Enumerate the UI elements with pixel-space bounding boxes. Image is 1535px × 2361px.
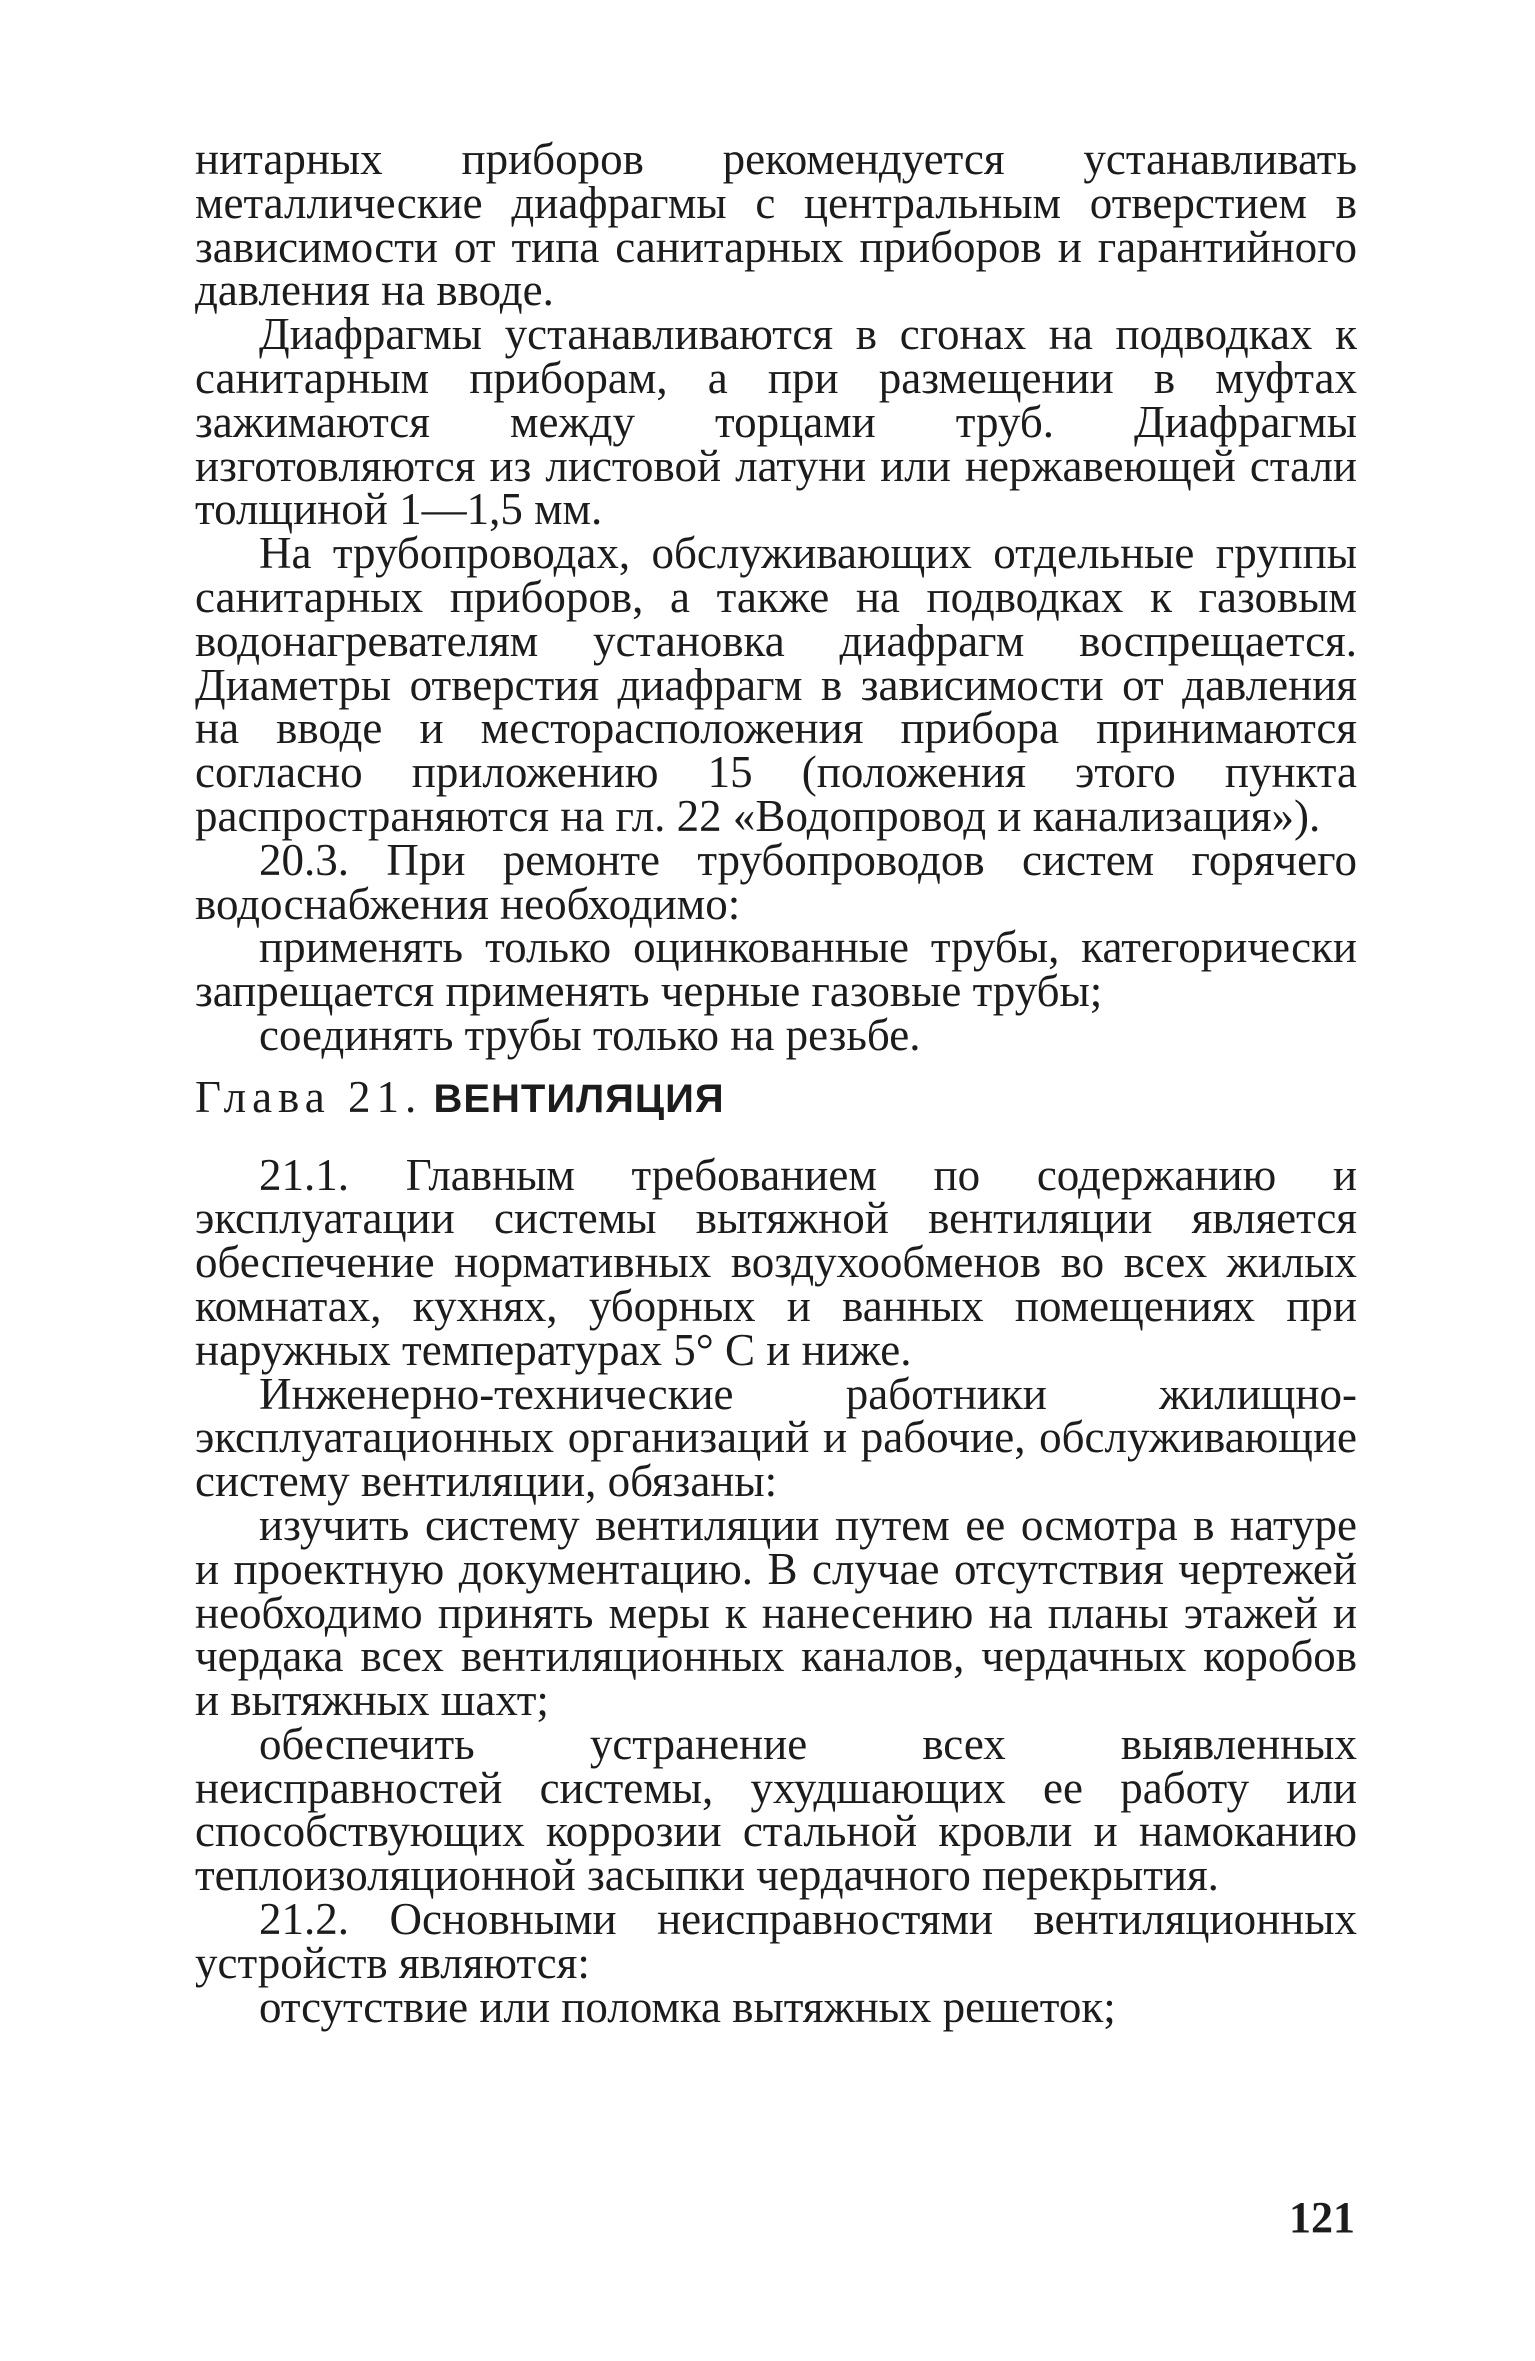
chapter-number: Глава 21. bbox=[195, 1071, 423, 1122]
page-body bbox=[195, 134, 1357, 2032]
list-item-galvanized-pipes: применять только оцинкованные трубы, категорически запрещается применять черные газовые трубы; bbox=[195, 922, 1357, 1017]
paragraph-section-21-2: 21.2. Основными неисправностями вентиляционных устройств являются: bbox=[195, 1894, 1357, 1988]
list-item-study-system: изучить систему вентиляции путем ее осмотра в натуре и проектную документацию. В случае отсутствия чертежей необходимо принять меры к нанесению на планы этажей и чердака всех вентиляционных каналов, чердачных коробов и вытяжных шахт; bbox=[195, 1499, 1357, 1726]
page-number: 121 bbox=[1289, 2193, 1355, 2242]
paragraph-section-20-3: 20.3. При ремонте трубопроводов систем горячего водоснабжения необходимо: bbox=[195, 834, 1357, 929]
paragraph-staff-obligations: Инженерно-технические работники жилищно-эксплуатационных организаций и рабочие, обслуживающие систему вентиляции, обязаны: bbox=[195, 1368, 1357, 1507]
list-item-threaded-joints: соединять трубы только на резьбе. bbox=[259, 1009, 921, 1060]
chapter-heading bbox=[195, 1071, 1357, 1122]
chapter-title: ВЕНТИЛЯЦИЯ bbox=[433, 1076, 725, 1121]
list-item-fix-faults: обеспечить устранение всех выявленных неисправностей системы, ухудшающих ее работу или способствующих коррозии стальной кровли и намоканию теплоизоляционной засыпки чердачного перекрытия. bbox=[195, 1718, 1357, 1901]
list-item-missing-grilles: отсутствие или поломка вытяжных решеток; bbox=[259, 1981, 1116, 2032]
paragraph-diaphragm-prohibition: На трубопроводах, обслуживающих отдельные группы санитарных приборов, а также на подводках к газовым водонагревателям установка диафрагм воспрещается. Диаметры отверстия диафрагм в зависимости от давления на вводе и месторасположения прибора принимаются согласно приложению 15 (положения этого пункта распространяются на гл. 22 «Водопровод и канализация»). bbox=[195, 528, 1357, 841]
paragraph-diaphragm-installation: Диафрагмы устанавливаются в сгонах на подводках к санитарным приборам, а при размещении в муфтах зажимаются между торцами труб. Диафрагмы изготовляются из листовой латуни или нержавеющей стали толщиной 1—1,5 мм. bbox=[195, 309, 1357, 535]
paragraph-section-21-1: 21.1. Главным требованием по содержанию и эксплуатации системы вытяжной вентиляции является обеспечение нормативных воздухообменов во всех жилых комнатах, кухнях, уборных и ванных помещениях при наружных температурах 5° С и ниже. bbox=[195, 1149, 1357, 1375]
paragraph-continuation: нитарных приборов рекомендуется устанавливать металлические диафрагмы с центральным отверстием в зависимости от типа санитарных приборов и гарантийного давления на вводе. bbox=[195, 134, 1357, 316]
